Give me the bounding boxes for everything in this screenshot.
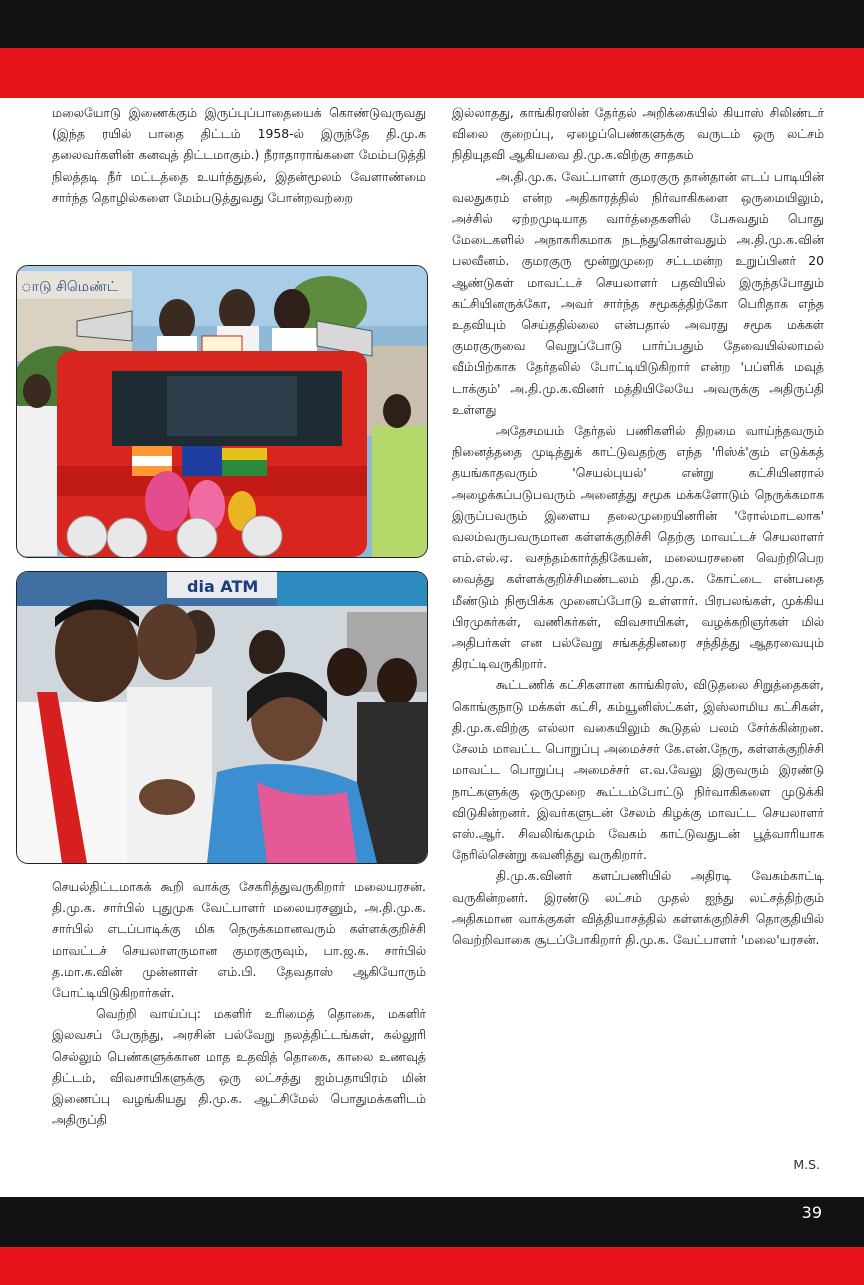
- page-number: 39: [801, 1203, 822, 1222]
- left-column-bottom-text: [52, 876, 426, 1130]
- top-red-band: [0, 48, 864, 98]
- crowd-photo: [16, 571, 428, 864]
- paragraph: அ.தி.மு.க. வேட்பாளர் குமரகுரு தான்தான் எடப் பாடியின் வலதுகரம் என்ற அதிகாரத்தில் நிர்வாகிகளை ஒருமையிலும், அச்சில் ஏற்றமுடியாத வார்த்தைகளில் பேசுவதும் பொது மேடைகளில் அநாகரிகமாக நடந்துகொள்வதும் அ.தி.மு.க.வின் பலவீனம். குமரகுரு மூன்றுமுறை சட்டமன்ற உறுப்பினர் 20 ஆண்டுகள் மாவட்டச் செயலாளர் பதவியில் இருந்தபோதும் கட்சியினருக்கோ, அவர் சார்ந்த சமூகத்திற்கோ பெரிதாக எந்த உதவியும் செய்ததில்லை என்பதால் அவரது சமூக மக்கள் குமரகுருவை வெறுப்போடு பார்ப்பதும் தேவையில்லாமல் வீம்பிற்காக தேர்தலில் போட்டியிடுகிறார் என்ற 'பப்ளிக் மவுத் டாக்கும்' அ.தி.மு.க.வினர் மத்தியிலேயே அவருக்கு அதிருப்தி உள்ளது: [452, 168, 824, 417]
- right-column-text: [452, 102, 824, 950]
- paragraph: கூட்டணிக் கட்சிகளான காங்கிரஸ், விடுதலை சிறுத்தைகள், கொங்குநாடு மக்கள் கட்சி, கம்யூனிஸ்ட்கள், இஸ்லாமிய கட்சிகள், தி.மு.க.விற்கு எல்லா வகையிலும் கூடுதல் பலம் சேர்க்கின்றன. சேலம் மாவட்ட பொறுப்பு அமைச்சர் கே.என்.நேரு, கள்ளக்குறிச்சி மாவட்ட பொறுப்பு அமைச்சர் எ.வ.வேலு இருவரும் இரண்டு நாட்களுக்கு ஒருமுறை கூட்டம்போட்டு நிர்வாகிகளை முடுக்கி விடுகின்றனர். இவர்களுடன் சேலம் கிழக்கு மாவட்ட செயலாளர் எஸ்.ஆர். சிவலிங்கமும் வேகம் காட்டுவதுடன் பூத்வாரியாக நேரில்சென்று கவனித்து வருகிறார்.: [452, 677, 824, 863]
- paragraph: தி.மு.க.வினர் களப்பணியில் அதிரடி வேகம்காட்டி வருகின்றனர். இரண்டு லட்சம் முதல் ஐந்து லட்சத்திற்கும் அதிகமான வாக்குகள் வித்தியாசத்தில் கள்ளக்குறிச்சி தொகுதியில் வெற்றிவாகை சூடப்போகிறார் தி.மு.க. வேட்பாளர் 'மலை'யரசன்.: [452, 868, 824, 947]
- shop-sign-text: ாடு சிமெண்ட்: [21, 279, 119, 295]
- left-column-top-text: [52, 102, 426, 208]
- paragraph: மலையோடு இணைக்கும் இருப்புப்பாதையைக் கொண்டுவருவது (இந்த ரயில் பாதை திட்டம் 1958-ல் இருந்தே தி.மு.க தலைவர்களின் கனவுத் திட்டமாகும்.) நீராதாராங்களை மேம்படுத்தி நிலத்தடி நீர் மட்டத்தை உயர்த்துதல், இதன்மூலம் வேளாண்மை சார்ந்த தொழில்களை மேம்படுத்துவது போன்றவற்றை: [52, 105, 426, 205]
- campaign-vehicle-photo: [16, 265, 428, 558]
- bottom-red-band: [0, 1247, 864, 1285]
- top-black-band: [0, 0, 864, 48]
- paragraph: அதேசமயம் தேர்தல் பணிகளில் திறமை வாய்ந்தவரும் நினைத்ததை முடித்துக் காட்டுவதற்கு எந்த 'ரிஸ்க்'கும் எடுக்கத் தயங்காதவரும் 'செயல்புயல்' என்று கட்சியினரால் அழைக்கப்படுபவரும் அனைத்து சமூக மக்களோடும் நெருக்கமாக இருப்பவரும் இளைய தலைமுறையினரின் 'ரோல்மாடலாக' வலம்வருபவருமான கள்ளக்குறிச்சி தெற்கு மாவட்டச் செயலாளர் எம்.எல்.ஏ. வசந்தம்கார்த்திகேயன், மலையரசனை வெற்றிபெற வைத்து கள்ளக்குறிச்சிமண்டலம் தி.மு.க. கோட்டை என்பதை மீண்டும் நிரூபிக்க முனைப்போடு உள்ளார். பிரபலங்கள், முக்கிய பிரமுகர்கள், வணிகர்கள், விவசாயிகள், வழக்கறிஞர்கள் மில் அதிபர்கள் என பல்வேறு சங்கத்தினரை சந்தித்து ஆதரவையும் திரட்டிவருகிறார்.: [452, 423, 824, 672]
- paragraph: செயல்திட்டமாகக் கூறி வாக்கு சேகரித்துவருகிறார் மலையரசன். தி.மு.க. சார்பில் புதுமுக வேட்பாளர் மலையரசனும், அ.தி.மு.க. சார்பில் எடப்பாடிக்கு மிக நெருக்கமானவரும் கள்ளக்குறிச்சி மாவட்டச் செயலாளருமான குமரகுருவும், பா.ஜ.க. சார்பில் த.மா.க.வின் முன்னாள் எம்.பி. தேவதாஸ் ஆகியோரும் போட்டியிடுகிறார்கள்.: [52, 879, 426, 1001]
- paragraph: வெற்றி வாய்ப்பு: மகளிர் உரிமைத் தொகை, மகளிர் இலவசப் பேருந்து, அரசின் பல்வேறு நலத்திட்டங்கள், கல்லூரி செல்லும் பெண்களுக்கான மாத உதவித் தொகை, காலை உணவுத் திட்டம், விவசாயிகளுக்கு ஒரு லட்சத்து ஐம்பதாயிரம் மின் இணைப்பு வழங்கியது தி.மு.க. ஆட்சிமேல் பொதுமக்களிடம் அதிருப்தி: [52, 1006, 426, 1128]
- author-signature: M.S.: [793, 1157, 820, 1172]
- bottom-black-band: [0, 1197, 864, 1247]
- atm-sign-text: dia ATM: [187, 577, 259, 596]
- paragraph: இல்லாதது, காங்கிரஸின் தேர்தல் அறிக்கையில் கியாஸ் சிலிண்டர் விலை குறைப்பு, ஏழைப்பெண்களுக்கு வருடம் ஒரு லட்சம் நிதியுதவி ஆகியவை தி.மு.க.விற்கு சாதகம்: [452, 105, 824, 163]
